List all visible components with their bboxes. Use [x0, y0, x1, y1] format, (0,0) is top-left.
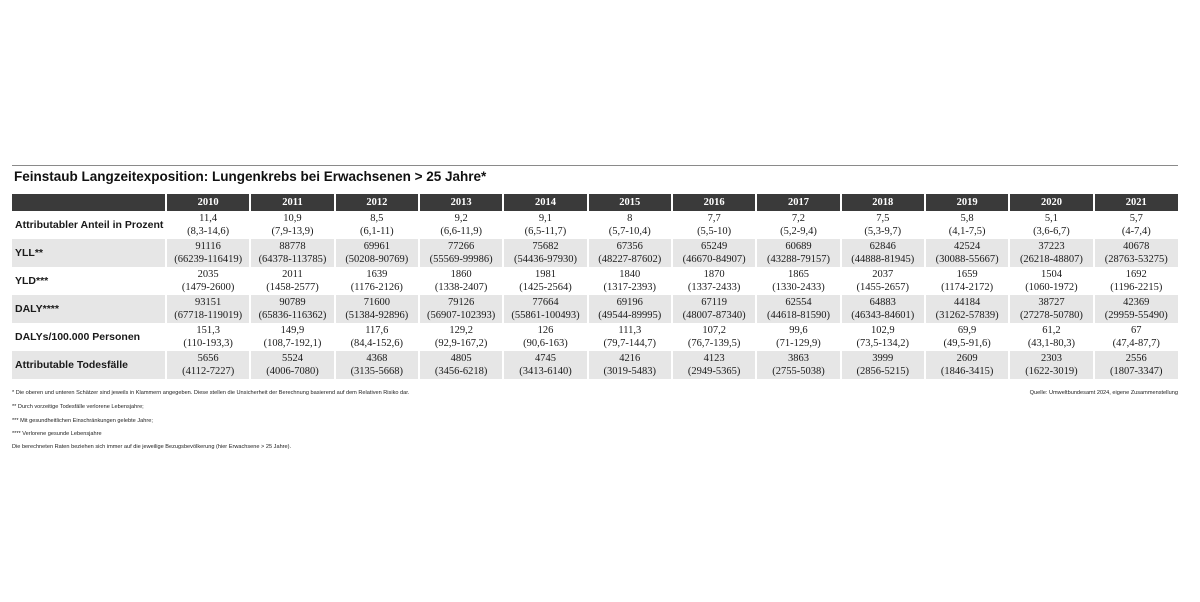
cell-value: 107,2	[702, 325, 726, 336]
cell-value: 75682	[532, 241, 559, 252]
cell-value: 8	[627, 213, 633, 224]
table-cell	[672, 351, 756, 379]
cell-value: 149,9	[280, 325, 305, 336]
cell-interval: (92,9-167,2)	[434, 338, 488, 349]
table-cell	[419, 267, 503, 295]
cell-interval: (48007-87340)	[682, 310, 746, 321]
column-header-2018: 2018	[841, 194, 925, 211]
cell-value: 4368	[366, 353, 388, 364]
cell-value: 88778	[279, 241, 306, 252]
table-row	[12, 239, 1178, 267]
column-header-2021: 2021	[1094, 194, 1178, 211]
table-cell	[1009, 239, 1093, 267]
cell-value: 62554	[785, 297, 812, 308]
table-cell	[166, 351, 250, 379]
cell-interval: (4112-7227)	[182, 366, 235, 377]
cell-interval: (71-129,9)	[776, 338, 821, 349]
cell-value: 111,3	[618, 325, 642, 336]
cell-value: 67356	[616, 241, 643, 252]
cell-value: 2609	[956, 353, 978, 364]
table-cell	[166, 323, 250, 351]
cell-interval: (2755-5038)	[772, 366, 825, 377]
cell-interval: (1196-2215)	[1110, 282, 1163, 293]
cell-interval: (26218-48807)	[1019, 254, 1083, 265]
table-cell	[756, 351, 840, 379]
table-cell	[1094, 267, 1178, 295]
cell-interval: (1174-2172)	[941, 282, 994, 293]
cell-interval: (64378-113785)	[258, 254, 327, 265]
column-header-2012: 2012	[335, 194, 419, 211]
cell-interval: (43288-79157)	[766, 254, 830, 265]
cell-interval: (76,7-139,5)	[687, 338, 741, 349]
cell-interval: (46670-84907)	[682, 254, 746, 265]
cell-value: 1504	[1040, 269, 1062, 280]
top-rule	[12, 165, 1178, 166]
cell-value: 69,9	[957, 325, 977, 336]
table-cell	[419, 295, 503, 323]
cell-interval: (4-7,4)	[1121, 226, 1151, 237]
cell-interval: (2949-5365)	[687, 366, 741, 377]
cell-interval: (90,6-163)	[523, 338, 568, 349]
cell-value: 77664	[532, 297, 559, 308]
cell-value: 37223	[1038, 241, 1065, 252]
cell-value: 42524	[953, 241, 981, 252]
table-cell	[250, 267, 334, 295]
cell-interval: (54436-97930)	[513, 254, 577, 265]
table-cell	[1094, 323, 1178, 351]
source-note: Quelle: Umweltbundesamt 2024, eigene Zusammenstellung	[1029, 390, 1178, 396]
cell-interval: (27278-50780)	[1019, 310, 1083, 321]
column-header-2010: 2010	[166, 194, 250, 211]
table-cell	[335, 211, 419, 239]
table-cell	[672, 295, 756, 323]
cell-value: 5,7	[1129, 213, 1143, 224]
cell-interval: (5,7-10,4)	[608, 226, 651, 237]
table-cell	[756, 295, 840, 323]
cell-interval: (5,5-10)	[697, 226, 732, 237]
table-cell	[503, 239, 587, 267]
column-header-2017: 2017	[756, 194, 840, 211]
table-cell	[672, 323, 756, 351]
table-row	[12, 351, 1178, 379]
cell-value: 151,3	[196, 325, 220, 336]
cell-value: 1860	[450, 269, 472, 280]
cell-interval: (84,4-152,6)	[350, 338, 404, 349]
cell-value: 5,8	[960, 213, 974, 224]
cell-interval: (5,2-9,4)	[780, 226, 817, 237]
table-cell	[166, 295, 250, 323]
table-cell	[588, 323, 672, 351]
cell-interval: (28763-53275)	[1104, 254, 1168, 265]
cell-interval: (4006-7080)	[266, 366, 319, 377]
cell-interval: (1338-2407)	[434, 282, 488, 293]
cell-interval: (73,5-134,2)	[856, 338, 910, 349]
cell-value: 99,6	[789, 325, 808, 336]
table-cell	[1009, 267, 1093, 295]
table-cell	[925, 295, 1009, 323]
cell-value: 79126	[448, 297, 475, 308]
column-header-2013: 2013	[419, 194, 503, 211]
cell-interval: (49544-89995)	[598, 310, 662, 321]
cell-interval: (43,1-80,3)	[1027, 338, 1076, 349]
cell-interval: (5,3-9,7)	[864, 226, 902, 237]
table-cell	[250, 351, 334, 379]
table-row	[12, 267, 1178, 295]
table-cell	[1009, 295, 1093, 323]
table-cell	[419, 351, 503, 379]
cell-value: 90789	[279, 297, 306, 308]
cell-interval: (1317-2393)	[603, 282, 657, 293]
cell-value: 2303	[1040, 353, 1062, 364]
cell-value: 4805	[450, 353, 472, 364]
cell-value: 91116	[195, 241, 221, 252]
cell-interval: (1807-3347)	[1110, 366, 1163, 377]
table-cell	[841, 323, 925, 351]
cell-value: 40678	[1123, 241, 1150, 252]
cell-value: 4745	[534, 353, 556, 364]
data-table	[12, 194, 1178, 379]
cell-value: 7,2	[791, 213, 806, 224]
table-cell	[166, 211, 250, 239]
column-header-2020: 2020	[1009, 194, 1093, 211]
cell-interval: (44618-81590)	[766, 310, 830, 321]
cell-value: 5524	[281, 353, 303, 364]
table-row	[12, 211, 1178, 239]
cell-value: 64883	[869, 297, 896, 308]
cell-value: 2037	[872, 269, 894, 280]
cell-interval: (55569-99986)	[429, 254, 493, 265]
cell-interval: (44888-81945)	[851, 254, 915, 265]
table-cell	[588, 211, 672, 239]
table-cell	[925, 351, 1009, 379]
cell-interval: (29959-55490)	[1104, 310, 1168, 321]
cell-value: 61,2	[1042, 325, 1061, 336]
cell-interval: (65836-116362)	[258, 310, 327, 321]
table-cell	[756, 323, 840, 351]
column-header-2011: 2011	[250, 194, 334, 211]
cell-interval: (66239-116419)	[174, 254, 243, 265]
cell-interval: (67718-119019)	[174, 310, 243, 321]
table-cell	[503, 295, 587, 323]
table-cell	[335, 323, 419, 351]
table-cell	[1094, 239, 1178, 267]
footnote-4: **** Verlorene gesunde Lebensjahre	[12, 431, 102, 437]
cell-interval: (47,4-87,7)	[1112, 338, 1160, 349]
table-cell	[335, 351, 419, 379]
cell-value: 1981	[534, 269, 556, 280]
footnote-3: *** Mit gesundheitlichen Einschränkungen gelebte Jahre;	[12, 418, 153, 424]
cell-value: 44184	[953, 297, 981, 308]
table-cell	[419, 323, 503, 351]
cell-interval: (1458-2577)	[266, 282, 319, 293]
cell-value: 9,1	[538, 213, 553, 224]
cell-value: 2556	[1125, 353, 1147, 364]
table-cell	[335, 267, 419, 295]
cell-interval: (8,3-14,6)	[187, 226, 230, 237]
row-label: DALY****	[12, 295, 166, 323]
table-cell	[672, 211, 756, 239]
cell-value: 9,2	[454, 213, 468, 224]
table-cell	[419, 239, 503, 267]
cell-value: 65249	[701, 241, 728, 252]
table-cell	[335, 239, 419, 267]
cell-value: 69196	[616, 297, 643, 308]
table-cell	[1094, 295, 1178, 323]
table-cell	[756, 211, 840, 239]
cell-value: 7,5	[876, 213, 890, 224]
cell-interval: (1330-2433)	[772, 282, 825, 293]
table-cell	[672, 239, 756, 267]
table-cell	[166, 239, 250, 267]
table-cell	[841, 295, 925, 323]
table-cell	[503, 323, 587, 351]
table-cell	[250, 211, 334, 239]
cell-value: 102,9	[870, 325, 895, 336]
cell-value: 11,4	[199, 213, 218, 224]
row-label: YLD***	[15, 274, 49, 287]
cell-interval: (6,5-11,7)	[524, 226, 567, 237]
table-cell	[841, 211, 925, 239]
table-cell	[1094, 211, 1178, 239]
cell-interval: (49,5-91,6)	[943, 338, 991, 349]
cell-value: 60689	[785, 241, 812, 252]
column-header-2016: 2016	[672, 194, 756, 211]
table-cell	[756, 239, 840, 267]
table-cell	[250, 239, 334, 267]
cell-interval: (31262-57839)	[935, 310, 999, 321]
cell-interval: (30088-55667)	[935, 254, 999, 265]
footnote-1: * Die oberen und unteren Schätzer sind jeweils in Klammern angegeben. Diese stellen die Unsicherheit der Berechnung basierend auf dem Relativen Risiko dar.	[12, 390, 410, 396]
cell-value: 8,5	[370, 213, 384, 224]
cell-value: 1865	[787, 269, 809, 280]
cell-interval: (3,6-6,7)	[1033, 226, 1070, 237]
cell-value: 3863	[787, 353, 809, 364]
footnote-2: ** Durch vorzeitige Todesfälle verlorene Lebensjahre;	[12, 404, 144, 410]
cell-value: 126	[537, 325, 554, 336]
cell-value: 1870	[703, 269, 725, 280]
cell-value: 129,2	[449, 325, 473, 336]
cell-interval: (51384-92896)	[345, 310, 409, 321]
cell-interval: (1337-2433)	[687, 282, 741, 293]
table-cell	[925, 239, 1009, 267]
table-cell	[503, 267, 587, 295]
table-cell	[925, 323, 1009, 351]
header-row	[12, 194, 1178, 211]
column-header-2019: 2019	[925, 194, 1009, 211]
cell-value: 62846	[869, 241, 896, 252]
cell-value: 93151	[195, 297, 222, 308]
table-cell	[1094, 351, 1178, 379]
row-label: Attributabler Anteil in Prozent	[15, 218, 164, 231]
table-cell	[503, 211, 587, 239]
cell-value: 2035	[197, 269, 219, 280]
table-title: Feinstaub Langzeitexposition: Lungenkrebs bei Erwachsenen > 25 Jahre*	[14, 169, 487, 184]
cell-interval: (3456-6218)	[434, 366, 488, 377]
cell-value: 42369	[1123, 297, 1150, 308]
table-cell	[250, 295, 334, 323]
cell-interval: (46343-84601)	[851, 310, 915, 321]
cell-value: 67119	[701, 297, 728, 308]
row-label: Attributable Todesfälle	[12, 351, 166, 379]
cell-value: 3999	[872, 353, 894, 364]
table-cell	[588, 239, 672, 267]
table-row	[12, 323, 1178, 351]
row-label: DALYs/100.000 Personen	[15, 330, 141, 343]
table-cell	[335, 295, 419, 323]
cell-value: 71600	[363, 297, 390, 308]
column-header-2014: 2014	[503, 194, 587, 211]
cell-interval: (3019-5483)	[603, 366, 657, 377]
cell-value: 1840	[619, 269, 641, 280]
table-cell	[1009, 211, 1093, 239]
cell-interval: (1846-3415)	[940, 366, 994, 377]
table-cell	[756, 267, 840, 295]
cell-interval: (79,7-144,7)	[603, 338, 657, 349]
cell-value: 2011	[282, 269, 303, 280]
cell-value: 4123	[703, 353, 725, 364]
cell-interval: (4,1-7,5)	[948, 226, 986, 237]
cell-interval: (6,1-11)	[359, 226, 394, 237]
cell-value: 1639	[366, 269, 388, 280]
table-cell	[925, 211, 1009, 239]
cell-interval: (7,9-13,9)	[271, 226, 314, 237]
table-cell	[166, 267, 250, 295]
table-cell	[841, 239, 925, 267]
table-cell	[841, 267, 925, 295]
cell-value: 5656	[197, 353, 219, 364]
cell-interval: (6,6-11,9)	[440, 226, 482, 237]
cell-value: 7,7	[707, 213, 721, 224]
cell-value: 67	[1131, 325, 1142, 336]
cell-value: 77266	[448, 241, 475, 252]
cell-interval: (3413-6140)	[519, 366, 572, 377]
cell-value: 69961	[363, 241, 390, 252]
cell-interval: (50208-90769)	[345, 254, 409, 265]
cell-interval: (108,7-192,1)	[263, 338, 322, 349]
header-empty-cell	[12, 194, 166, 211]
table-cell	[841, 351, 925, 379]
cell-interval: (1060-1972)	[1025, 282, 1078, 293]
cell-value: 1692	[1125, 269, 1147, 280]
cell-interval: (1622-3019)	[1025, 366, 1078, 377]
row-label: YLL**	[12, 239, 166, 267]
cell-value: 1659	[956, 269, 978, 280]
table-cell	[588, 267, 672, 295]
cell-value: 4216	[619, 353, 641, 364]
table-cell	[588, 351, 672, 379]
column-header-2015: 2015	[588, 194, 672, 211]
cell-value: 10,9	[283, 213, 302, 224]
cell-interval: (1479-2600)	[181, 282, 235, 293]
cell-value: 38727	[1038, 297, 1065, 308]
cell-value: 5,1	[1044, 213, 1058, 224]
table-cell	[588, 295, 672, 323]
table-cell	[672, 267, 756, 295]
footnote-5: Die berechneten Raten beziehen sich immer auf die jeweilige Bezugsbevölkerung (hier Erwachsene > 25 Jahre).	[12, 444, 292, 450]
cell-value: 117,6	[365, 325, 389, 336]
cell-interval: (1176-2126)	[350, 282, 403, 293]
cell-interval: (48227-87602)	[598, 254, 662, 265]
cell-interval: (110-193,3)	[183, 338, 233, 349]
table-cell	[250, 323, 334, 351]
cell-interval: (3135-5668)	[350, 366, 404, 377]
table-cell	[503, 351, 587, 379]
cell-interval: (2856-5215)	[856, 366, 910, 377]
table-row	[12, 295, 1178, 323]
table-cell	[925, 267, 1009, 295]
cell-interval: (1425-2564)	[519, 282, 572, 293]
table-cell	[1009, 351, 1093, 379]
table-cell	[419, 211, 503, 239]
cell-interval: (56907-102393)	[427, 310, 496, 321]
cell-interval: (1455-2657)	[856, 282, 910, 293]
table-cell	[1009, 323, 1093, 351]
cell-interval: (55861-100493)	[511, 310, 580, 321]
